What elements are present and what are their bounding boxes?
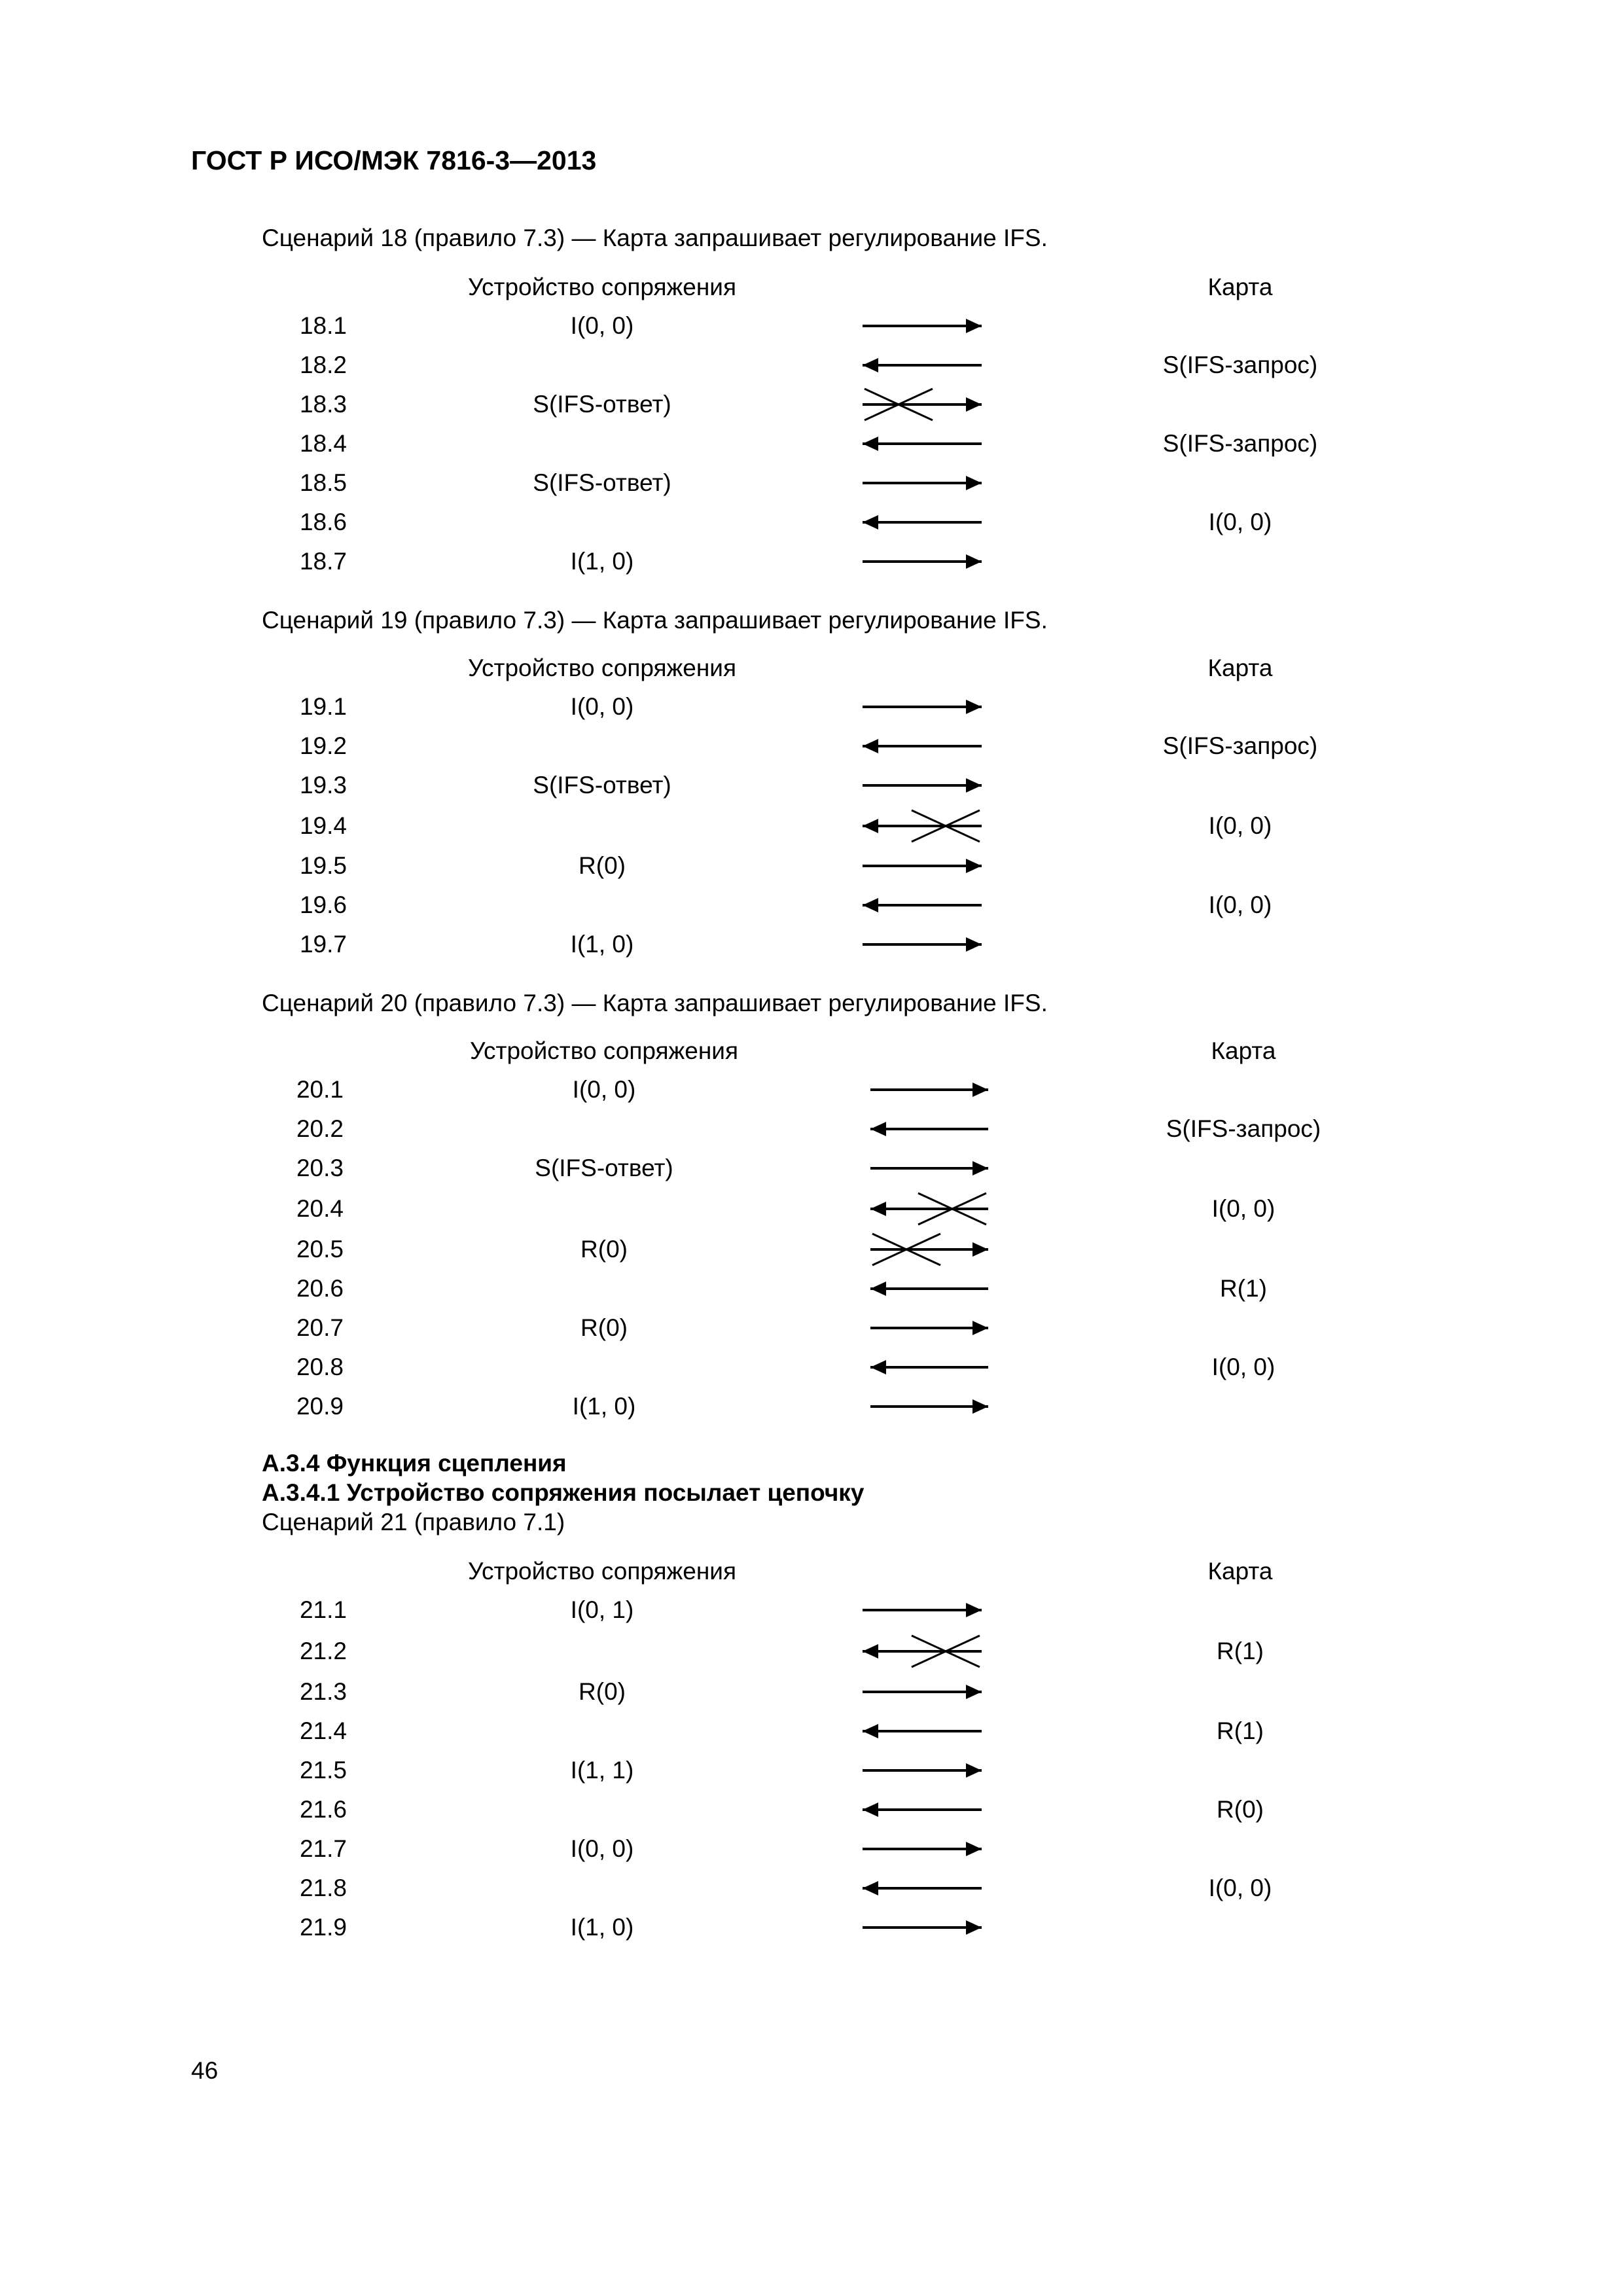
step-number: 21.9: [299, 1914, 347, 1941]
arrow-right-icon: [870, 1390, 991, 1423]
card-block-label: I(0, 0): [1211, 1354, 1275, 1380]
exchange-row: [0, 1390, 1623, 1423]
card-block-label: I(0, 0): [1211, 1195, 1275, 1222]
arrow-head: [863, 898, 878, 912]
exchange-row: [0, 1113, 1623, 1145]
exchange-row: [0, 1351, 1623, 1384]
exchange-row: [0, 1911, 1623, 1944]
arrow-right-icon: [863, 388, 984, 421]
interface-block-label: I(1, 0): [570, 548, 634, 575]
step-number: 20.8: [296, 1354, 344, 1380]
arrow-right-icon: [863, 1911, 984, 1944]
arrow-right-icon: [870, 1233, 991, 1266]
arrow-head: [870, 1282, 886, 1296]
arrow-left-icon: [863, 810, 984, 842]
arrow-head: [966, 859, 982, 873]
column-header-interface: Устройство сопряжения: [469, 1037, 739, 1064]
card-block-label: R(0): [1217, 1796, 1264, 1823]
arrow-left-icon: [863, 349, 984, 382]
exchange-row: [0, 1073, 1623, 1106]
step-number: 21.4: [299, 1717, 347, 1744]
arrow-right-icon: [863, 1676, 984, 1708]
arrow-left-icon: [863, 730, 984, 762]
arrow-right-icon: [870, 1073, 991, 1106]
arrow-left-icon: [870, 1272, 991, 1305]
step-number: 19.2: [299, 732, 347, 759]
arrow-head: [863, 437, 878, 451]
arrow-head: [863, 1724, 878, 1738]
step-number: 21.7: [299, 1835, 347, 1862]
page-number: 46: [191, 2057, 219, 2084]
scenario-title: Сценарий 18 (правило 7.3) — Карта запрашивает регулирование IFS.: [262, 224, 1048, 251]
arrow-left-icon: [863, 427, 984, 460]
arrow-right-icon: [870, 1312, 991, 1344]
step-number: 19.3: [299, 772, 347, 798]
exchange-row: [0, 1193, 1623, 1225]
arrow-left-icon: [863, 889, 984, 922]
arrow-head: [966, 319, 982, 333]
step-number: 19.6: [299, 891, 347, 918]
exchange-row: [0, 506, 1623, 539]
arrow-head: [972, 1399, 988, 1414]
step-number: 21.8: [299, 1874, 347, 1901]
arrow-head: [966, 1763, 982, 1778]
card-block-label: I(0, 0): [1208, 812, 1272, 839]
step-number: 19.4: [299, 812, 347, 839]
exchange-row: [0, 1272, 1623, 1305]
arrow-right-icon: [863, 1754, 984, 1787]
exchange-row: [0, 1872, 1623, 1905]
arrow-head: [966, 700, 982, 714]
exchange-row: [0, 1152, 1623, 1185]
interface-block-label: I(0, 0): [570, 312, 634, 339]
exchange-row: [0, 349, 1623, 382]
exchange-row: [0, 1233, 1623, 1266]
exchange-row: [0, 1312, 1623, 1344]
column-header-card: Карта: [1211, 1037, 1276, 1064]
exchange-row: [0, 769, 1623, 802]
step-number: 19.1: [299, 693, 347, 720]
arrow-left-icon: [863, 506, 984, 539]
interface-block-label: S(IFS-ответ): [533, 391, 671, 418]
arrow-head: [972, 1161, 988, 1175]
arrow-right-icon: [863, 769, 984, 802]
interface-block-label: I(1, 0): [570, 1914, 634, 1941]
arrow-head: [972, 1242, 988, 1257]
step-number: 21.6: [299, 1796, 347, 1823]
step-number: 20.5: [296, 1236, 344, 1263]
scenario-title: Сценарий 21 (правило 7.1): [262, 1509, 565, 1535]
exchange-row: [0, 1754, 1623, 1787]
exchange-row: [0, 810, 1623, 842]
column-header-interface: Устройство сопряжения: [467, 1558, 737, 1585]
arrow-left-icon: [863, 1635, 984, 1668]
arrow-head: [966, 476, 982, 490]
exchange-row: [0, 545, 1623, 578]
arrow-head: [863, 819, 878, 833]
arrow-left-icon: [863, 1793, 984, 1826]
step-number: 20.4: [296, 1195, 344, 1222]
interface-block-label: S(IFS-ответ): [535, 1155, 673, 1181]
interface-block-label: S(IFS-ответ): [533, 772, 671, 798]
arrow-head: [863, 515, 878, 529]
exchange-row: [0, 427, 1623, 460]
arrow-left-icon: [870, 1113, 991, 1145]
step-number: 20.6: [296, 1275, 344, 1302]
arrow-head: [966, 937, 982, 952]
arrow-head: [863, 1644, 878, 1659]
step-number: 19.5: [299, 852, 347, 879]
scenario-title: Сценарий 19 (правило 7.3) — Карта запрашивает регулирование IFS.: [262, 607, 1048, 634]
arrow-head: [966, 397, 982, 412]
exchange-row: [0, 388, 1623, 421]
exchange-row: [0, 1594, 1623, 1626]
interface-block-label: I(1, 1): [570, 1757, 634, 1784]
interface-block-label: I(0, 1): [570, 1596, 634, 1623]
step-number: 18.1: [299, 312, 347, 339]
arrow-head: [966, 554, 982, 569]
column-header-card: Карта: [1207, 655, 1273, 681]
exchange-row: [0, 691, 1623, 723]
exchange-row: [0, 1793, 1623, 1826]
arrow-head: [972, 1321, 988, 1335]
card-block-label: S(IFS-запрос): [1162, 732, 1318, 759]
scenario-title: Сценарий 20 (правило 7.3) — Карта запрашивает регулирование IFS.: [262, 990, 1048, 1016]
exchange-row: [0, 1676, 1623, 1708]
step-number: 18.6: [299, 509, 347, 535]
arrow-right-icon: [863, 1594, 984, 1626]
arrow-head: [863, 1803, 878, 1817]
exchange-row: [0, 889, 1623, 922]
subsection-heading: А.3.4.1 Устройство сопряжения посылает цепочку: [262, 1479, 865, 1506]
arrow-head: [870, 1202, 886, 1216]
arrow-head: [972, 1083, 988, 1097]
step-number: 21.5: [299, 1757, 347, 1784]
section-heading: А.3.4 Функция сцепления: [262, 1450, 567, 1477]
arrow-head: [966, 1920, 982, 1935]
arrow-left-icon: [863, 1872, 984, 1905]
card-block-label: I(0, 0): [1208, 509, 1272, 535]
exchange-row: [0, 1635, 1623, 1668]
step-number: 20.3: [296, 1155, 344, 1181]
step-number: 18.2: [299, 351, 347, 378]
step-number: 18.3: [299, 391, 347, 418]
arrow-head: [870, 1122, 886, 1136]
card-block-label: I(0, 0): [1208, 891, 1272, 918]
document-header-title: ГОСТ Р ИСО/МЭК 7816-3—2013: [191, 145, 597, 175]
card-block-label: S(IFS-запрос): [1162, 351, 1318, 378]
column-header-card: Карта: [1207, 1558, 1273, 1585]
card-block-label: R(1): [1217, 1638, 1264, 1664]
step-number: 20.7: [296, 1314, 344, 1341]
card-block-label: S(IFS-запрос): [1162, 430, 1318, 457]
column-header-card: Карта: [1207, 274, 1273, 300]
arrow-left-icon: [863, 1715, 984, 1748]
column-header-interface: Устройство сопряжения: [467, 655, 737, 681]
arrow-right-icon: [863, 1833, 984, 1865]
arrow-head: [966, 1685, 982, 1699]
arrow-right-icon: [870, 1152, 991, 1185]
arrow-head: [863, 1881, 878, 1895]
step-number: 21.3: [299, 1678, 347, 1705]
arrow-head: [870, 1360, 886, 1374]
arrow-left-icon: [870, 1351, 991, 1384]
card-block-label: S(IFS-запрос): [1166, 1115, 1321, 1142]
step-number: 18.5: [299, 469, 347, 496]
interface-block-label: S(IFS-ответ): [533, 469, 671, 496]
exchange-row: [0, 730, 1623, 762]
arrow-left-icon: [870, 1193, 991, 1225]
interface-block-label: I(0, 0): [570, 693, 634, 720]
arrow-head: [966, 1603, 982, 1617]
interface-block-label: I(1, 0): [572, 1393, 636, 1420]
interface-block-label: R(0): [579, 852, 626, 879]
interface-block-label: I(0, 0): [572, 1076, 636, 1103]
arrow-right-icon: [863, 850, 984, 882]
exchange-row: [0, 850, 1623, 882]
card-block-label: I(0, 0): [1208, 1874, 1272, 1901]
arrow-head: [966, 1842, 982, 1856]
exchange-row: [0, 310, 1623, 342]
card-block-label: R(1): [1220, 1275, 1267, 1302]
step-number: 19.7: [299, 931, 347, 958]
exchange-row: [0, 1833, 1623, 1865]
arrow-head: [863, 739, 878, 753]
step-number: 18.7: [299, 548, 347, 575]
interface-block-label: R(0): [580, 1236, 628, 1263]
step-number: 20.1: [296, 1076, 344, 1103]
arrow-right-icon: [863, 545, 984, 578]
step-number: 21.2: [299, 1638, 347, 1664]
exchange-row: [0, 928, 1623, 961]
arrow-right-icon: [863, 310, 984, 342]
arrow-head: [966, 778, 982, 793]
interface-block-label: I(1, 0): [570, 931, 634, 958]
interface-block-label: R(0): [580, 1314, 628, 1341]
interface-block-label: I(0, 0): [570, 1835, 634, 1862]
step-number: 20.9: [296, 1393, 344, 1420]
step-number: 18.4: [299, 430, 347, 457]
arrow-right-icon: [863, 928, 984, 961]
arrow-head: [863, 358, 878, 372]
arrow-right-icon: [863, 691, 984, 723]
arrow-right-icon: [863, 467, 984, 499]
interface-block-label: R(0): [579, 1678, 626, 1705]
exchange-row: [0, 467, 1623, 499]
column-header-interface: Устройство сопряжения: [467, 274, 737, 300]
step-number: 20.2: [296, 1115, 344, 1142]
card-block-label: R(1): [1217, 1717, 1264, 1744]
step-number: 21.1: [299, 1596, 347, 1623]
exchange-row: [0, 1715, 1623, 1748]
